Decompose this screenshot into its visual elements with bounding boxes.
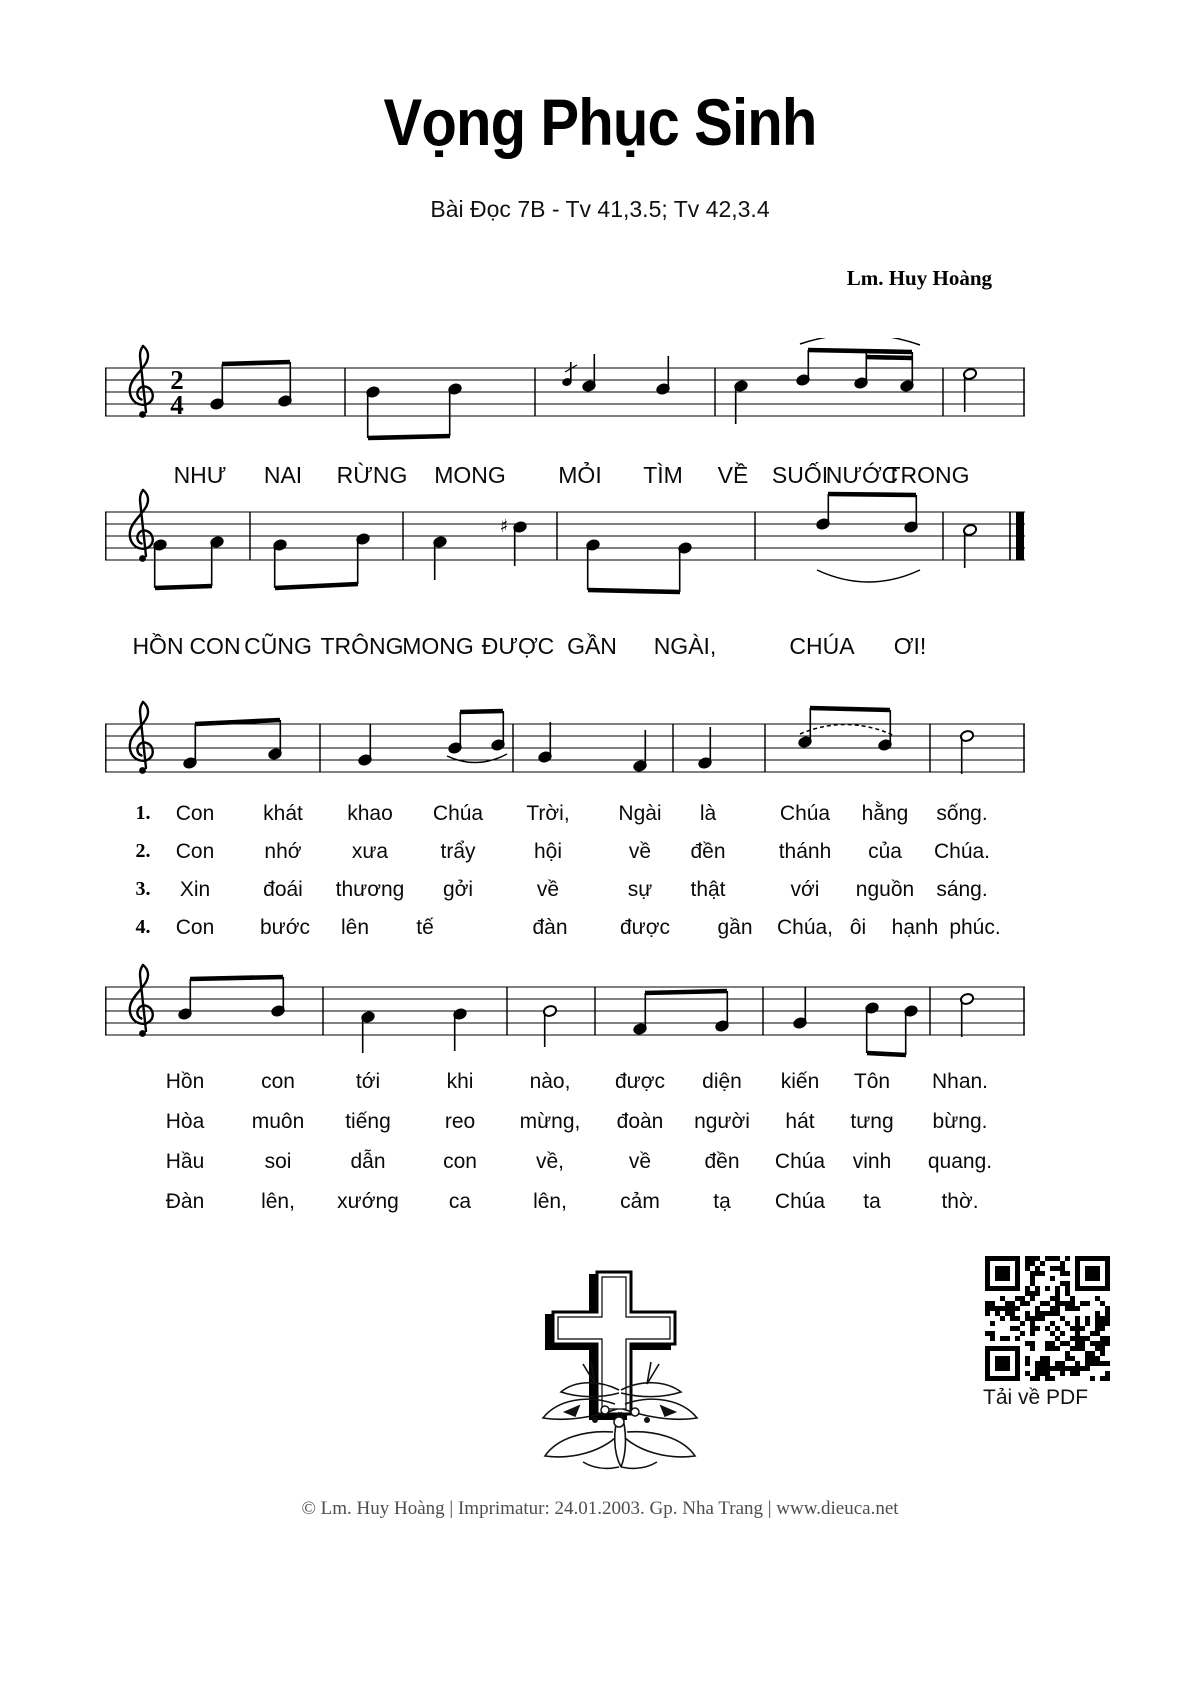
lyric-word: về [536,878,560,901]
lyric-word: tưng [850,1110,894,1133]
lyric-word: soi [264,1150,292,1173]
lyric-word: Nhan. [931,1070,989,1093]
lyric-word: khao [347,802,393,825]
verse-continuation-line-3 [0,1150,1200,1180]
lyric-word: reo [444,1110,476,1133]
slur [447,754,507,763]
qr-code-image [985,1256,1110,1381]
lyric-word: GẦN [567,633,617,659]
beam [368,436,450,438]
verse-continuation-line-2 [0,1110,1200,1140]
lyric-word: Chúa [774,1150,826,1173]
lyric-word: bừng. [932,1110,988,1133]
lyric-word: Chúa [432,802,484,825]
lyric-word: HỒN [132,633,184,659]
beam [866,357,912,358]
lyric-word: vinh [852,1150,892,1173]
lyric-word: mừng, [519,1110,581,1133]
lyric-word: về [628,840,652,863]
lyric-word: MONG [402,633,474,659]
lyric-word: nào, [529,1070,571,1093]
lyric-word: ca [448,1190,472,1213]
lyric-word: tiếng [345,1110,391,1133]
lyric-word: gởi [442,878,474,901]
lyric-word: thánh [778,840,832,863]
lyric-word: con [261,1070,295,1093]
lyric-word: Chúa, [776,916,834,939]
lyric-word: CHÚA [789,633,855,659]
composer-credit: Lm. Huy Hoàng [846,266,992,290]
lyric-word: con [443,1150,477,1173]
lyric-word: TRÔNG [320,633,404,659]
verse-line-4 [0,916,1200,946]
lyric-word: nguồn [855,878,915,901]
lyric-word: tế [416,916,434,939]
time-signature-top: 2 [170,365,184,395]
beam [460,711,503,712]
lyric-word: Ngài [618,802,662,825]
beam [810,708,890,710]
staff-system-4 [105,957,1025,1087]
final-barline-thick [1016,512,1024,561]
verse-number: 1. [135,802,151,824]
lyric-word: trẩy [440,840,476,863]
beam [155,586,212,588]
lyric-word: của [868,840,902,863]
lyric-word: dẫn [350,1150,386,1173]
lyric-word: sự [627,878,653,901]
lyrics-refrain-line-2 [0,633,1200,663]
dashed-slur [800,724,895,736]
lyric-word: được [619,916,671,939]
lyric-word: bước [259,916,311,939]
lyric-word: Trời, [526,802,570,825]
lyric-word: Xin [179,878,211,901]
lyric-word: Chúa. [933,840,991,863]
beam [190,977,283,979]
lyric-word: CŨNG [244,633,312,659]
lyric-word: hát [785,1110,815,1133]
treble-clef-icon [130,490,153,562]
lyric-word: ta [863,1190,881,1213]
lyric-word: tạ [713,1190,731,1213]
cross-icon [553,1272,675,1414]
lyric-word: Hầu [165,1150,205,1173]
lyric-word: gần [717,916,753,939]
treble-clef-icon [130,965,153,1037]
lyric-word: SUỐI [771,462,829,488]
lyric-word: Con [175,802,215,825]
lyric-word: hằng [861,802,909,825]
lyric-word: ĐƯỢC [481,633,555,659]
lyric-word: tới [355,1070,381,1093]
lyric-word: đàn [532,916,568,939]
beam [645,991,727,993]
verse-continuation-line-4 [0,1190,1200,1220]
lyric-word: NAI [263,462,303,488]
verse-number: 2. [135,840,151,862]
song-title-text: Vọng Phục Sinh [383,85,817,159]
lyric-word: diện [702,1070,742,1093]
verse-continuation-line-1 [0,1070,1200,1100]
lyric-word: thật [690,878,726,901]
qr-code[interactable] [985,1256,1115,1381]
lyric-word: nhớ [264,840,302,863]
lyric-word: MỎI [558,462,602,488]
page-title [0,84,1200,160]
lyric-word: hạnh [891,916,939,939]
lyric-word: TÌM [643,462,683,488]
footer-credit: © Lm. Huy Hoàng | Imprimatur: 24.01.2003. Gp. Nha Trang | www.dieuca.net [301,1498,899,1519]
lyric-word: cảm [620,1190,660,1213]
beam [808,350,912,352]
song-subtitle: Bài Đọc 7B - Tv 41,3.5; Tv 42,3.4 [430,196,770,222]
lyric-word: kiến [780,1070,820,1093]
verse-line-1 [0,802,1200,832]
beam [867,1053,906,1055]
lyric-word: Đàn [165,1190,205,1213]
lyric-word: về, [535,1150,565,1173]
lyric-word: Tôn [853,1070,891,1093]
staff-system-2 [105,482,1025,612]
lyric-word: thờ. [941,1190,979,1213]
lyric-word: xưa [351,840,389,863]
lyric-word: xướng [337,1190,399,1213]
lyric-word: phúc. [949,916,1001,939]
lyric-word: đền [690,840,726,863]
slur [800,338,920,345]
lyric-word: đoái [263,878,303,901]
lyric-word: đoàn [616,1110,664,1133]
slur [817,570,920,582]
lyric-word: NGÀI, [653,633,717,659]
sharp-accidental: ♯ [499,516,509,537]
verse-number: 3. [135,878,151,900]
lyric-word: TRONG [886,462,970,488]
beam [275,584,358,588]
beam [222,362,290,364]
lyric-word: NHƯ [173,462,227,488]
lyric-word: với [790,878,820,901]
qr-download-link[interactable]: Tải về PDF [983,1386,1089,1409]
lyric-word: Chúa [774,1190,826,1213]
lyric-word: ôi [849,916,867,939]
cross-artwork [535,1262,705,1477]
lyric-word: ƠI! [893,633,927,659]
lyric-word: được [614,1070,666,1093]
lyric-word: Hồn [165,1070,205,1093]
lyric-word: Con [175,916,215,939]
beam [195,720,280,724]
lyric-word: quang. [927,1150,993,1173]
lyric-word: khi [446,1070,474,1093]
lyric-word: NƯỚC [825,462,899,488]
lyric-word: lên, [533,1190,567,1213]
lyrics-refrain-line-1 [0,462,1200,492]
verse-line-3 [0,878,1200,908]
lyric-word: sáng. [936,878,988,901]
lyric-word: người [694,1110,750,1133]
staff-system-1 [105,338,1025,468]
lyric-word: Con [175,840,215,863]
lyric-word: thương [335,878,405,901]
verse-number: 4. [135,916,151,938]
beam [588,590,680,592]
lyric-word: hội [533,840,563,863]
lyric-word: VỀ [717,462,749,488]
lyric-word: RỪNG [336,462,408,488]
lyric-word: Hòa [165,1110,205,1133]
lyric-word: khát [263,802,303,825]
lyric-word: CON [189,633,241,659]
lyric-word: lên, [261,1190,295,1213]
lyric-word: về [628,1150,652,1173]
lyric-word: MONG [434,462,506,488]
lyric-word: Chúa [779,802,831,825]
treble-clef-icon [130,346,153,418]
lyric-word: là [699,802,717,825]
lyric-word: sống. [936,802,988,825]
beam [828,494,916,495]
lyric-word: muôn [251,1110,305,1133]
verse-line-2 [0,840,1200,870]
lyric-word: đền [704,1150,740,1173]
time-signature-bottom: 4 [170,390,184,420]
lyric-word: lên [340,916,370,939]
treble-clef-icon [130,702,153,774]
